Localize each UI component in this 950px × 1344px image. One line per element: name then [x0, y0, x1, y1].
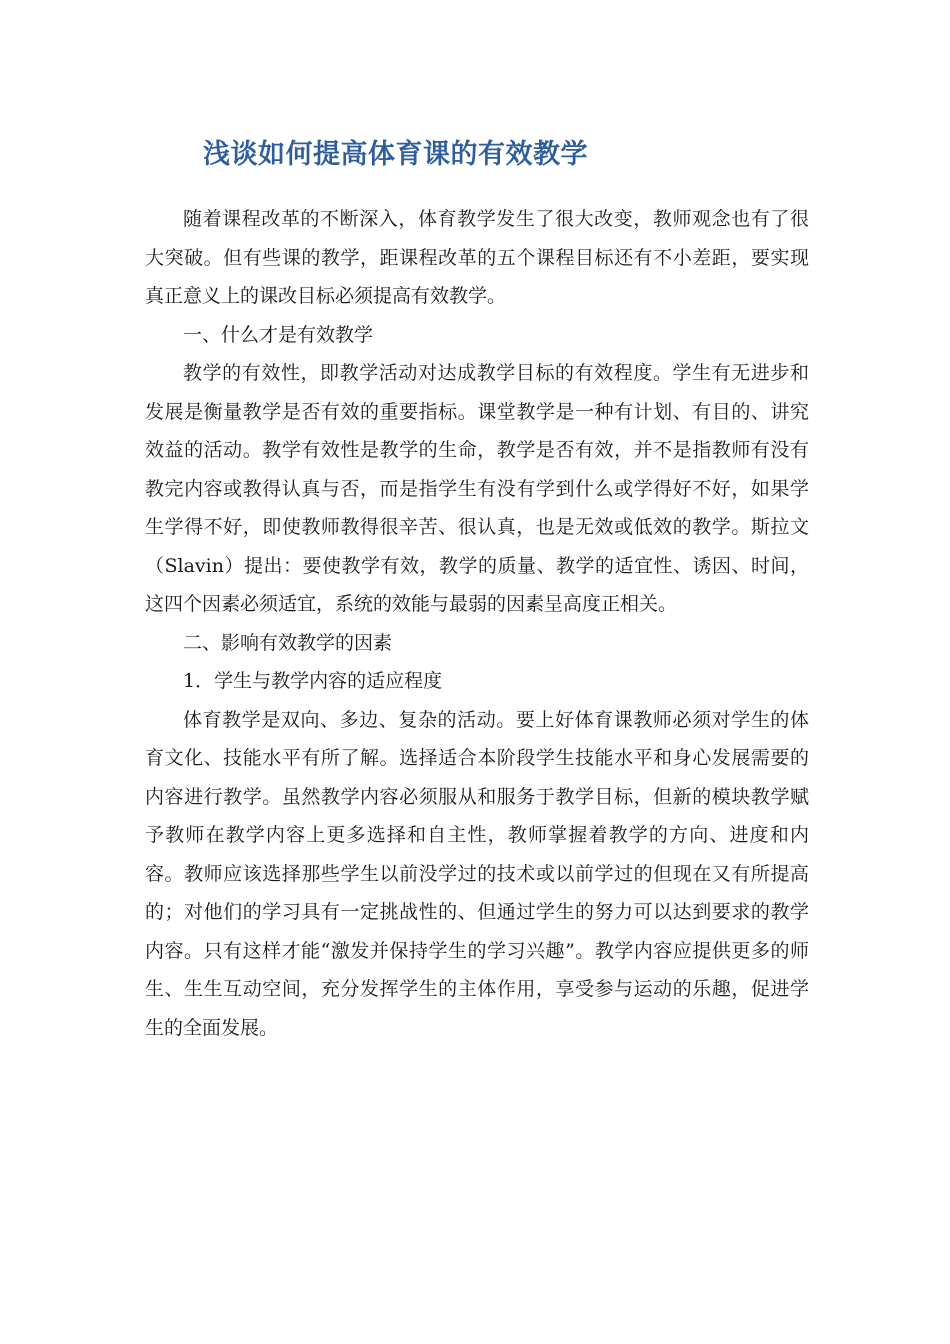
paragraph-content-fit: 体育教学是双向、多边、复杂的活动。要上好体育课教师必须对学生的体育文化、技能水平有所了解。选择适合本阶段学生技能水平和身心发展需要的内容进行教学。虽然教学内容必须服从和服务于教学目标，但新的模块教学赋予教师在教学内容上更多选择和自主性，教师掌握着教学的方向、进度和内容。教师应该选择那些学生以前没学过的技术或以前学过的但现在又有所提高的；对他们的学习具有一定挑战性的、但通过学生的努力可以达到要求的教学内容。只有这样才能“激发并保持学生的学习兴趣”。教学内容应提供更多的师生、生生互动空间，充分发挥学生的主体作用，享受参与运动的乐趣，促进学生的全面发展。 [145, 708, 809, 1039]
section-heading-1: 一、什么才是有效教学 [183, 323, 374, 346]
document-title: 浅谈如何提高体育课的有效教学 [203, 139, 588, 170]
document-body [145, 200, 809, 1047]
paragraph-effectiveness: 教学的有效性，即教学活动对达成教学目标的有效程度。学生有无进步和发展是衡量教学是否有效的重要指标。课堂教学是一种有计划、有目的、讲究效益的活动。教学有效性是教学的生命，教学是否有效，并不是指教师有没有教完内容或教得认真与否，而是指学生有没有学到什么或学得好不好，如果学生学得不好，即使教师教得很辛苦、很认真，也是无效或低效的教学。斯拉文（Slavin）提出：要使教学有效，教学的质量、教学的适宜性、诱因、时间，这四个因素必须适宜，系统的效能与最弱的因素呈高度正相关。 [145, 362, 809, 615]
section-heading-2: 二、影响有效教学的因素 [183, 631, 393, 654]
paragraph-intro: 随着课程改革的不断深入，体育教学发生了很大改变，教师观念也有了很大突破。但有些课的教学，距课程改革的五个课程目标还有不小差距，要实现真正意义上的课改目标必须提高有效教学。 [145, 208, 809, 307]
subsection-heading-1: 1．学生与教学内容的适应程度 [183, 670, 443, 692]
